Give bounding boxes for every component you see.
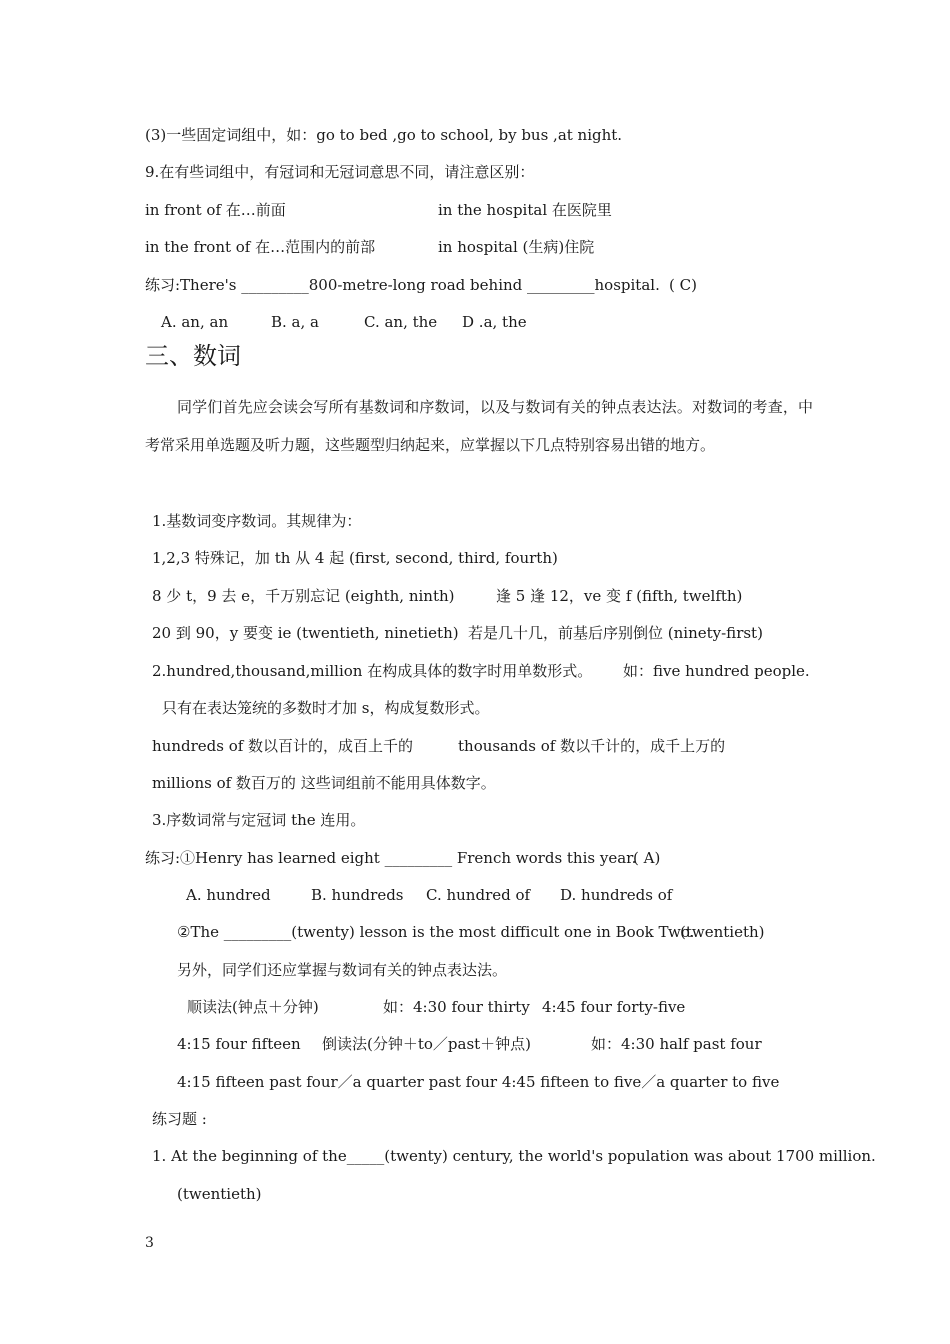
intro-paragraph: 同学们首先应会读会写所有基数词和序数词，以及与数词有关的钟点表达法。对数词的考查，中考常采用单选题及听力题，这些题型归纳起来，应掌握以下几点特别容易出错的地方。: [145, 398, 813, 454]
choice-d: D .a, the: [462, 313, 527, 331]
choice-b: B. a, a: [271, 313, 319, 331]
section-heading: 三、数词: [145, 342, 241, 370]
choice-b: B. hundreds: [311, 886, 404, 904]
choice-a: A. an, an: [161, 313, 229, 331]
choice-d: D. hundreds of: [560, 886, 673, 904]
document-page: (3)一些固定词组中，如：go to bed ,go to school, by bus ,at night. 9.在有些词组中，有冠词和无冠词意思不同，请注意区别： in front of 在…前面 in the hospital 在医院里 in the front of 在…范围内的前部 in hospital (生病)住院 练习:There's _________800-metre-long road behind _________hospital. ( C) A. an, an B. a, a C. an, the D .a, the 三、数词 同学们首先应会读会写所有基数词和序数词，以及与数词有关的钟点表达法。对数词的考查，中考常采用单选题及听力题，这些题型归纳起来，应掌握以下几点特别容易出错的地方。 1.基数词变序数词。其规律为： 1,2,3 特殊记，加 th 从 4 起 (first, second, third, fourth) 8 少 t，9 去 e，千万别忘记 (eighth, ninth) 逢 5 逢 12，ve 变 f (fifth, twelfth) 20 到 90，y 要变 ie (twentieth, ninetieth) 若是几十几，前基后序别倒位 (ninety-first) 2.hundred,thousand,million 在构成具体的数字时用单数形式。 如：five hundred people. 只有在表达笼统的多数时才加 s，构成复数形式。 hundreds of 数以百计的，成百上千的 thousands of 数以千计的，成千上万的 millions of 数百万的 这些词组前不能用具体数字。 3.序数词常与定冠词 the 连用。 练习:①Henry has learned eight _________ French words this year. ( A) A. hundred B. hundreds C. hundred of D. hundreds of ②The _________(twenty) lesson is the most difficult one in Book Two. (twentieth) 另外，同学们还应掌握与数词有关的钟点表达法。 顺读法(钟点＋分钟) 如：4:30 four thirty 4:45 four forty-five 4:15 four fifteen 倒读法(分钟＋to／past＋钟点) 如：4:30 half past four 4:15 fifteen past four／a quarter past four 4:45 fifteen to five／a quarter to five 练习题 : 1. At the beginning of the_____(twenty) century, the world's population was about 1700 million. (twentieth) 3: [145, 126, 876, 1251]
choice-c: C. hundred of: [426, 886, 531, 904]
choice-c: C. an, the: [364, 313, 438, 331]
answer-label: ( C): [669, 276, 697, 294]
answer-label: ( A): [633, 849, 661, 867]
choice-a: A. hundred: [186, 886, 271, 904]
answer-label: (twentieth): [680, 923, 765, 941]
page-number: 3: [145, 1235, 154, 1251]
